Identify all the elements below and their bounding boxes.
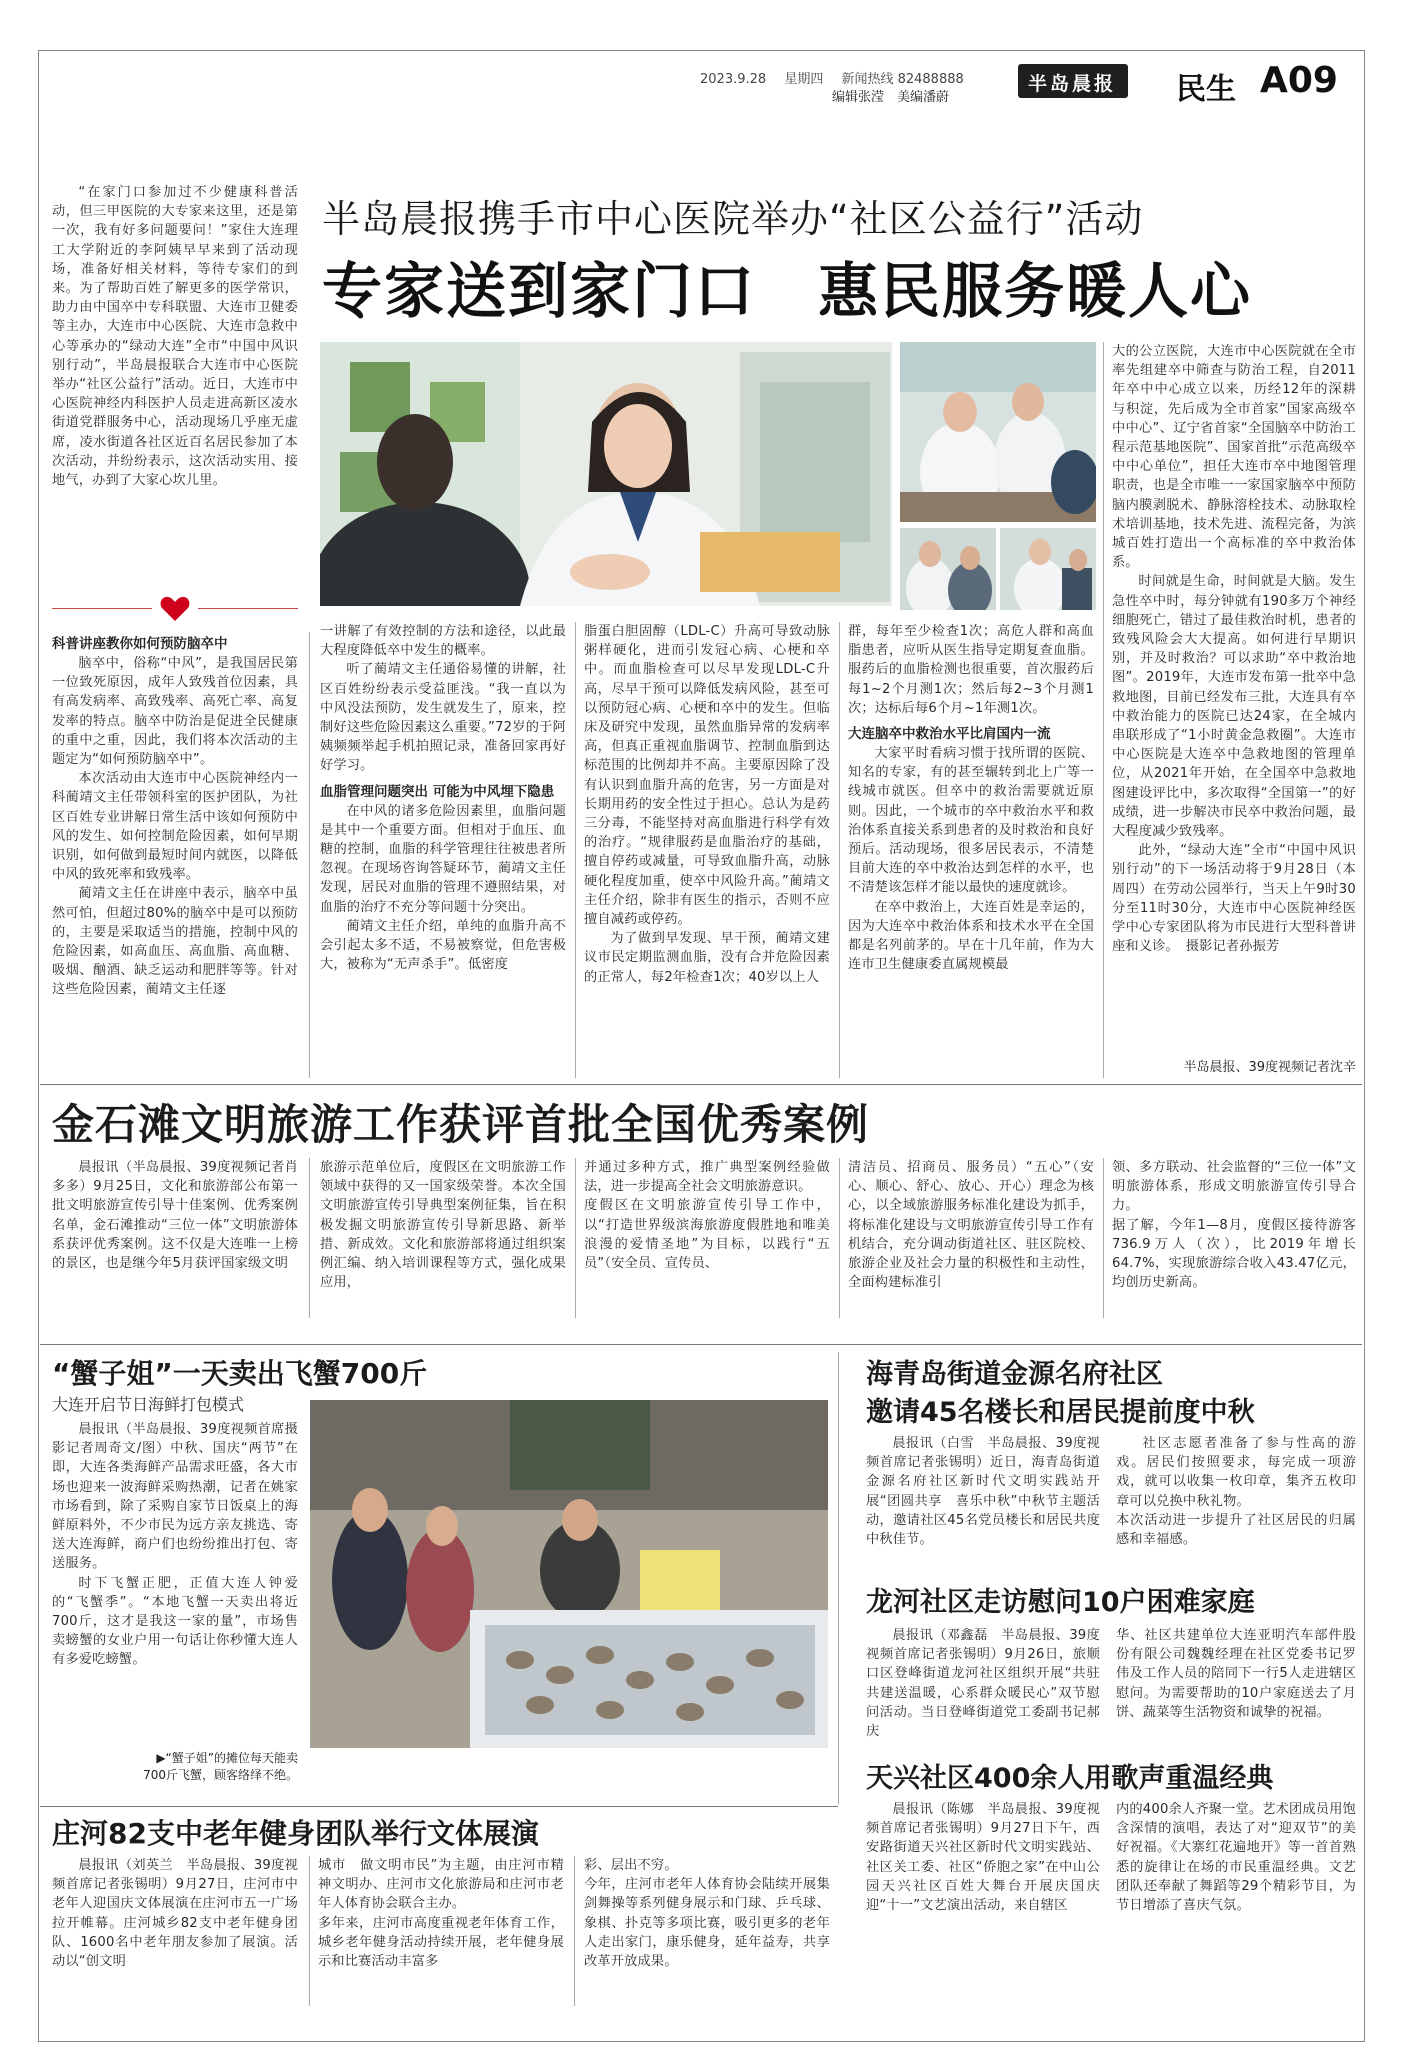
col-rule	[839, 622, 840, 1078]
lead-col1-p3: 蔺靖文主任在讲座中表示，脑卒中虽然可怕，但超过80%的脑卒中是可以预防的，主要是采取适当的措施，控制中风的危险因素，如高血压、高血脂、高血糖、吸烟、酗酒、缺乏运动和肥胖等等。针对这些危险因素，蔺靖文主任逐	[52, 886, 298, 998]
jinshitan-col-4	[848, 1158, 1094, 1318]
lead-col3-p1: 脂蛋白胆固醇（LDL-C）升高可导致动脉粥样硬化，进而引发冠心病、心梗和卒中。而血脂检查可以尽早发现LDL-C升高，尽早干预可以降低发病风险，甚至可以预防冠心病、心梗和卒中的发生。但临床及研究中发现，虽然血脂异常的发病率高，但真正重视血脂调节、控制血脂到达标范围的比例却并不高。主要原因除了没有认识到血脂升高的危害，另一方面是对长期用药的安全性过于担心。总认为是药三分毒，不能坚持对高血脂进行科学有效的治疗。“规律服药是血脂治疗的基础，擅自停药或减量，可导致血脂升高，动脉硬化程度加重，使卒中风险升高。”蔺靖文主任介绍，除非有医生的指示，否则不应擅自减药或停药。	[584, 624, 830, 928]
issue-weekday: 星期四	[784, 72, 824, 87]
col-rule	[309, 1856, 310, 2006]
lead-col2-p4: 蔺靖文主任介绍，单纯的血脂升高不会引起太多不适，不易被察觉，但危害极大，被称为“无声杀手”。低密度	[320, 918, 566, 973]
jinshitan-col5-text: 领、多方联动、社会监督的“三位一体”文明旅游体系，形成文明旅游宣传引导合力。 据了解，今年1—8月，度假区接待游客736.9万人（次），比2019年增长64.7%，实现旅游综合收入43.47亿元，均创历史新高。	[1112, 1160, 1356, 1291]
longhe-col2-text: 华、社区共建单位大连亚明汽车部件股份有限公司魏魏经理在社区党委书记罗伟及工作人员的陪同下一行5人走进辖区慰问。为需要帮助的10户家庭送去了月饼、蔬菜等生活物资和诚挚的祝福。	[1116, 1628, 1356, 1720]
lead-col-1	[52, 632, 298, 1078]
lead-kicker: 半岛晨报携手市中心医院举办“社区公益行”活动	[322, 197, 1144, 241]
zhuanghe-col-1	[52, 1856, 298, 2006]
jinshitan-col3-text: 并通过多种方式，推广典型案例经验做法，进一步提高全社会文明旅游意识。 度假区在文明旅游宣传引导工作中，以“打造世界级滨海旅游度假胜地和唯美浪漫的爱情圣地”为目标，以践行“五员”（安全员、宣传员、	[584, 1160, 830, 1272]
longhe-headline: 龙河社区走访慰问10户困难家庭	[866, 1587, 1255, 1618]
crab-body	[52, 1420, 298, 1730]
section-rule	[40, 1344, 1362, 1345]
lead-intro-text: “在家门口参加过不少健康科普活动，但三甲医院的大专家来这里，还是第一次，我有好多问题要问！”家住大连理工大学附近的李阿姨早早来到了活动现场，准备好相关材料，等待专家们的到来。为了帮助百姓了解更多的医学常识，助力由中国卒中专科联盟、大连市卫健委等主办，大连市中心医院、大连市急救中心等承办的“绿动大连”全市“中国中风识别行动”，半岛晨报联合大连市中心医院举办“社区公益行”活动。近日，大连市中心医院神经内科医护人员走进高新区凌水街道党群服务中心，活动现场几乎座无虚席，凌水街道各社区近百名居民参加了本次活动，并纷纷表示，这次活动实用、接地气，办到了大家心坎儿里。	[52, 185, 298, 489]
lead-col4-p1: 群，每年至少检查1次；高危人群和高血脂患者，应听从医生指导定期复查血脂。服药后的血脂检测也很重要，首次服药后每1~2个月测1次；然后每2~3个月测1次；达标后每6个月~1年测1次。	[848, 624, 1094, 716]
tianxing-col1-text: 晨报讯（陈娜 半岛晨报、39度视频首席记者张锡明）9月27日下午，西安路街道天兴社区新时代文明实践站、社区关工委、社区“侨胞之家”在中山公园天兴社区百姓大舞台开展庆国庆迎“十一”文艺演出活动，来自辖区	[866, 1802, 1100, 1914]
col-rule	[838, 1352, 839, 1804]
jinshitan-col4-text: 清洁员、招商员、服务员）“五心”（安心、顺心、舒心、放心、开心）理念为核心，以全域旅游服务标准化建设为抓手，将标准化建设与文明旅游宣传引导工作有机结合，充分调动街道社区、驻区院校、旅游企业及社会力量的积极性和主动性，全面构建标准引	[848, 1160, 1094, 1291]
paper-logo-text: 半岛晨报	[1028, 73, 1117, 95]
jinshitan-col-1	[52, 1158, 298, 1318]
lead-photo-main	[320, 342, 892, 606]
col-rule	[1103, 342, 1104, 1078]
jinshitan-col-3	[584, 1158, 830, 1318]
section-name: 民生	[1176, 72, 1236, 106]
crab-headline: “蟹子姐”一天卖出飞蟹700斤	[52, 1357, 428, 1390]
col-rule	[574, 1856, 575, 2006]
lead-subhead-3: 大连脑卒中救治水平比肩国内一流	[848, 726, 1051, 743]
crab-photo-caption: ▶“蟹子姐”的摊位每天能卖700斤飞蟹，顾客络绎不绝。	[143, 1751, 298, 1782]
haiqing-headline-2: 邀请45名楼长和居民提前度中秋	[866, 1397, 1255, 1428]
jinshitan-headline: 金石滩文明旅游工作获评首批全国优秀案例	[52, 1100, 870, 1149]
col-rule	[309, 632, 310, 1078]
jinshitan-col2-text: 旅游示范单位后，度假区在文明旅游工作领域中获得的又一国家级荣誉。本次全国文明旅游宣传引导典型案例征集，旨在积极发掘文明旅游宣传引导新思路、新举措、新成效。文化和旅游部将通过组织案例汇编、纳入培训课程等方式，强化成果应用，	[320, 1160, 566, 1291]
zhuanghe-col-2	[318, 1856, 564, 2006]
lead-col4-p3: 在卒中救治上，大连百姓是幸运的，因为大连卒中救治体系和技术水平在全国都是名列前茅的。早在十几年前，作为大连市卫生健康委直属规模最	[848, 899, 1094, 973]
lead-subhead-1: 科普讲座教你如何预防脑卒中	[52, 636, 228, 652]
tianxing-col-2	[1116, 1800, 1356, 1990]
lead-col2-p1: 一讲解了有效控制的方法和途径，以此最大程度降低卒中发生的概率。	[320, 624, 566, 659]
haiqing-col-1	[866, 1434, 1100, 1574]
section-rule	[40, 1806, 838, 1807]
lead-col4-p2: 大家平时看病习惯于找所谓的医院、知名的专家，有的甚至辗转到北上广等一线城市就医。但卒中的救治需要就近原则。因此，一个城市的卒中救治水平和救治体系直接关系到患者的及时救治和良好预后。活动现场，很多居民表示，不清楚目前大连的卒中救治达到怎样的水平，也不清楚该怎样才能以最快的速度就诊。	[848, 746, 1094, 896]
jinshitan-col-2	[320, 1158, 566, 1318]
heart-rule-right	[198, 608, 298, 609]
crab-photo	[310, 1400, 828, 1748]
lead-col5-p1: 大的公立医院，大连市中心医院就在全市率先组建卒中筛查与防治工程，自2011年卒中中心成立以来，历经12年的深耕与积淀，先后成为全市首家“国家高级卒中中心”、辽宁省首家“全国脑卒中防治工程示范基地医院”、国家首批“示范高级卒中中心单位”，担任大连市卒中地图管理职责，也是全市唯一一家国家脑卒中预防脑内膜剥脱术、静脉溶栓技术、动脉取栓术培训基地，技术先进、流程完备，为滨城百姓打造出一个高标准的卒中救治体系。	[1112, 344, 1356, 571]
haiqing-col-2	[1116, 1434, 1356, 1574]
lead-photo-bottom-right	[1000, 528, 1096, 610]
col-rule	[309, 1158, 310, 1318]
news-hotline: 新闻热线 82488888	[841, 72, 964, 87]
heart-icon	[160, 596, 190, 622]
zhuanghe-headline: 庄河82支中老年健身团队举行文体展演	[52, 1817, 539, 1850]
lead-col2-p2: 听了蔺靖文主任通俗易懂的讲解，社区百姓纷纷表示受益匪浅。“我一直以为中风没法预防，发生就发生了，原来，控制好这些危险因素这么重要。”72岁的于阿姨频频举起手机拍照记录，准备回家再好好学习。	[320, 662, 566, 774]
crab-body-p2: 时下飞蟹正肥，正值大连人钟爱的“飞蟹季”。“本地飞蟹一天卖出将近700斤，这才是我这一家的量”，市场售卖螃蟹的女业户用一句话让你秒懂大连人有多爱吃螃蟹。	[52, 1575, 298, 1668]
zhuanghe-col-3	[584, 1856, 830, 2006]
lead-col-3	[584, 622, 830, 1078]
lead-col2-p3: 在中风的诸多危险因素里，血脂问题是其中一个重要方面。但相对于血压、血糖的控制，血脂的科学管理往往被患者所忽视。在现场咨询答疑环节，蔺靖文主任发现，居民对血脂的管理不遵照结果，对血脂的治疗不充分等问题十分突出。	[320, 803, 566, 915]
jinshitan-col1-text: 晨报讯（半岛晨报、39度视频记者肖多多）9月25日，文化和旅游部公布第一批文明旅游宣传引导十佳案例、优秀案例名单，金石滩推动“三位一体”文明旅游体系获评优秀案例。这不仅是大连唯一上榜的景区，也是继今年5月获评国家级文明	[52, 1160, 298, 1272]
lead-intro	[52, 183, 298, 579]
lead-byline: 半岛晨报、39度视频记者沈辛	[1183, 1060, 1356, 1075]
lead-col-2	[320, 622, 566, 1078]
page-number: A09	[1260, 62, 1338, 101]
section-rule	[40, 1084, 1362, 1085]
lead-headline: 专家送到家门口 惠民服务暖人心	[322, 257, 1252, 327]
crab-body-p1: 晨报讯（半岛晨报、39度视频首席摄影记者周奇文/图）中秋、国庆“两节”在即，大连各类海鲜产品需求旺盛，各大市场也迎来一波海鲜采购热潮，记者在姚家市场看到，除了采购自家节日饭桌上的海鲜原料外，不少市民为远方亲友挑选、寄送大连海鲜，商户们也纷纷推出打包、寄送服务。	[52, 1422, 298, 1572]
lead-photo-bottom-left	[900, 528, 996, 610]
longhe-col1-text: 晨报讯（邓鑫磊 半岛晨报、39度视频首席记者张锡明）9月26日，旅顺口区登峰街道龙河社区组织开展“共驻共建送温暖，心系群众暖民心”双节慰问活动。当日登峰街道党工委副书记郝庆	[866, 1628, 1100, 1740]
lead-col-4	[848, 622, 1094, 1078]
masthead	[700, 62, 1360, 106]
lead-col-5	[1112, 342, 1356, 1054]
haiqing-col2-text: 社区志愿者准备了参与性高的游戏。居民们按照要求，每完成一项游戏，就可以收集一枚印章，集齐五枚印章可以兑换中秋礼物。 本次活动进一步提升了社区居民的归属感和幸福感。	[1116, 1436, 1356, 1548]
tianxing-col2-text: 内的400余人齐聚一堂。艺术团成员用饱含深情的演唱，表达了对“迎双节”的美好祝福。《大寨红花遍地开》等一首首熟悉的旋律让在场的市民重温经典。文艺团队还奉献了舞蹈等29个精彩节目，为节日增添了喜庆气氛。	[1116, 1802, 1356, 1914]
crab-subhead: 大连开启节日海鲜打包模式	[52, 1395, 245, 1414]
jinshitan-col-5	[1112, 1158, 1356, 1318]
col-rule	[839, 1158, 840, 1318]
haiqing-col1-text: 晨报讯（白雪 半岛晨报、39度视频首席记者张锡明）近日，海青岛街道金源名府社区新时代文明实践站开展“团圆共享 喜乐中秋”中秋节主题活动，邀请社区45名党员楼长和居民共度中秋佳节。	[866, 1436, 1100, 1548]
heart-rule-left	[52, 608, 152, 609]
col-rule	[575, 622, 576, 1078]
col-rule	[575, 1158, 576, 1318]
editors-credit: 编辑张滢 美编潘蔚	[832, 90, 950, 105]
lead-col5-p2: 时间就是生命，时间就是大脑。发生急性卒中时，每分钟就有190多万个神经细胞死亡，错过了最佳救治时机，患者的致残风险会大大提高。如何进行早期识别，并及时救治？可以求助“卒中救治地图”。2019年，大连市发布第一批卒中急救地图，目前已经发布三批，大连具有卒中救治能力的医院已达24家，在全城内串联形成了“1小时黄金急救圈”。大连市中心医院是大连卒中急救地图的管理单位，从2021年开始，在全国卒中急救地图建设评比中，多次取得“全国第一”的好成绩，进一步解决市民卒中救治问题，最大程度减少致残率。	[1112, 574, 1356, 840]
issue-date: 2023.9.28	[700, 72, 767, 87]
zhuanghe-col1-text: 晨报讯（刘英兰 半岛晨报、39度视频首席记者张锡明）9月27日，庄河市中老年人迎国庆文体展演在庄河市五一广场拉开帷幕。庄河城乡82支中老年健身团队、1600名中老年朋友参加了展演。活动以“创文明	[52, 1858, 298, 1970]
zhuanghe-col3-text: 彩、层出不穷。 今年，庄河市老年人体育协会陆续开展集剑舞操等系列健身展示和门球、乒乓球、象棋、扑克等多项比赛，吸引更多的老年人走出家门，康乐健身，延年益寿，共享改革开放成果。	[584, 1858, 830, 1970]
lead-subhead-2: 血脂管理问题突出 可能为中风埋下隐患	[320, 783, 555, 800]
paper-logo	[1018, 64, 1128, 98]
lead-col1-p2: 本次活动由大连市中心医院神经内一科蔺靖文主任带领科室的医护团队，为社区百姓专业讲解日常生活中该如何预防中风的发生、如何控制危险因素，如何早期识别，如何做到最短时间内就医，以降低中风的致死率和致残率。	[52, 771, 298, 883]
longhe-col-2	[1116, 1626, 1356, 1746]
zhuanghe-col2-text: 城市 做文明市民”为主题，由庄河市精神文明办、庄河市文化旅游局和庄河市老年人体育协会联合主办。 多年来，庄河市高度重视老年体育工作，城乡老年健身活动持续开展，老年健身展示和比赛活动丰富多	[318, 1858, 564, 1970]
lead-col3-p2: 为了做到早发现、早干预，蔺靖文建议市民定期监测血脂，没有合并危险因素的正常人，每2年检查1次；40岁以上人	[584, 931, 830, 985]
haiqing-headline-1: 海青岛街道金源名府社区	[866, 1359, 1163, 1390]
lead-col5-p3: 此外，“绿动大连”全市“中国中风识别行动”的下一场活动将于9月28日（本周四）在劳动公园举行，当天上午9时30分至11时30分，大连市中心医院神经医学中心专家团队将为市民进行大型科普讲座和义诊。 摄影记者孙振芳	[1112, 843, 1356, 955]
col-rule	[1103, 1158, 1104, 1318]
lead-col1-p1: 脑卒中，俗称“中风”，是我国居民第一位致死原因，成年人致残首位因素，具有高发病率、高致残率、高死亡率、高复发率的特点。脑卒中防治是促进全民健康的重中之重，因此，我们将本次活动的主题定为“如何预防脑卒中”。	[52, 656, 298, 768]
lead-photo-top-right	[900, 342, 1096, 522]
tianxing-col-1	[866, 1800, 1100, 1990]
tianxing-headline: 天兴社区400余人用歌声重温经典	[866, 1763, 1274, 1794]
longhe-col-1	[866, 1626, 1100, 1746]
